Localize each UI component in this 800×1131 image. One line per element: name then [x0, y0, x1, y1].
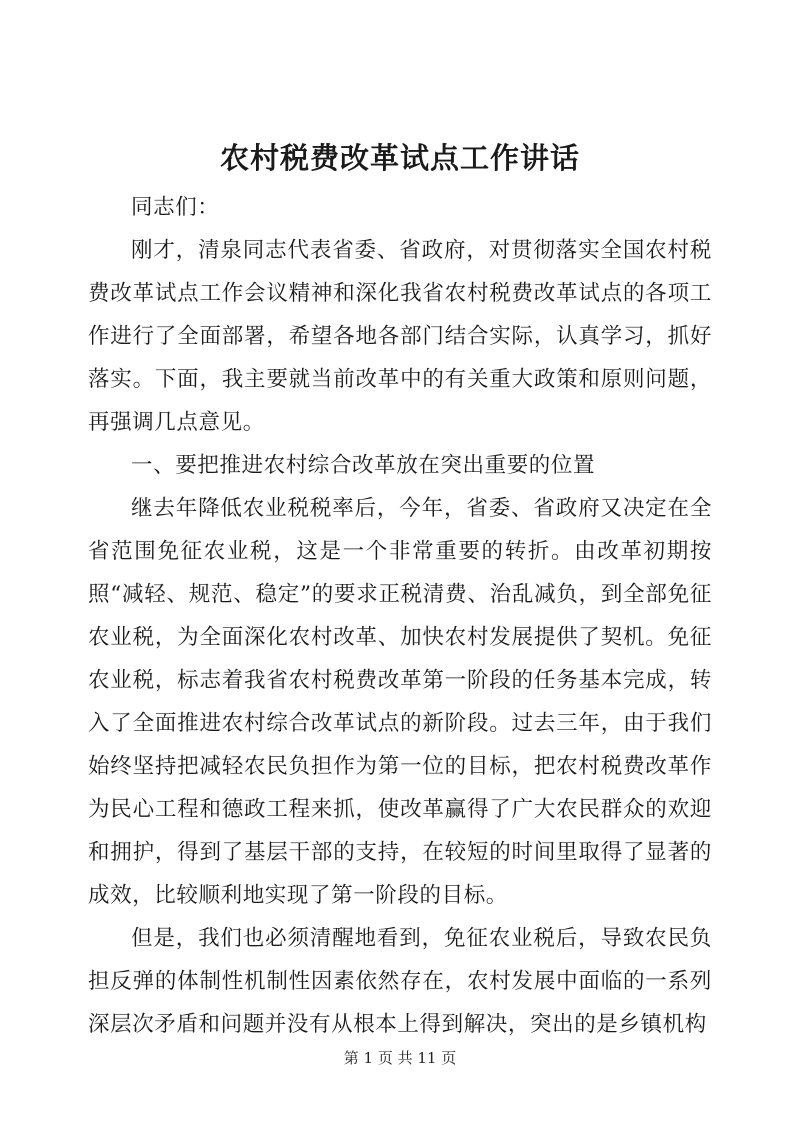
body-paragraph: 继去年降低农业税税率后，今年，省委、省政府又决定在全省范围免征农业税，这是一个非常重要的转折。由改革初期按照“减轻、规范、稳定”的要求正税清费、治乱减负，到全部免征农业税，为全面深化农村改革、加快农村发展提供了契机。免征农业税，标志着我省农村税费改革第一阶段的任务基本完成，转入了全面推进农村综合改革试点的新阶段。过去三年，由于我们始终坚持把减轻农民负担作为第一位的目标，把农村税费改革作为民心工程和德政工程来抓，使改革赢得了广大农民群众的欢迎和拥护，得到了基层干部的支持，在较短的时间里取得了显著的成效，比较顺利地实现了第一阶段的目标。: [88, 496, 712, 908]
body-paragraph: 刚才，清泉同志代表省委、省政府，对贯彻落实全国农村税费改革试点工作会议精神和深化我省农村税费改革试点的各项工作进行了全面部署，希望各地各部门结合实际，认真学习，抓好落实。下面，我主要就当前改革中的有关重大政策和原则问题，再强调几点意见。: [88, 238, 712, 435]
salutation-paragraph: 同志们：: [131, 195, 220, 220]
document-body: [88, 186, 712, 1046]
body-paragraph: 但是，我们也必须清醒地看到，免征农业税后，导致农民负担反弹的体制性机制性因素依然存在，农村发展中面临的一系列深层次矛盾和问题并没有从根本上得到解决，突出的是乡镇机构: [88, 926, 712, 1037]
page-number-footer: 第 1 页 共 11 页: [343, 1049, 457, 1067]
section-heading: 一、要把推进农村综合改革放在突出重要的位置: [131, 453, 596, 478]
document-title: 农村税费改革试点工作讲话: [219, 141, 580, 175]
